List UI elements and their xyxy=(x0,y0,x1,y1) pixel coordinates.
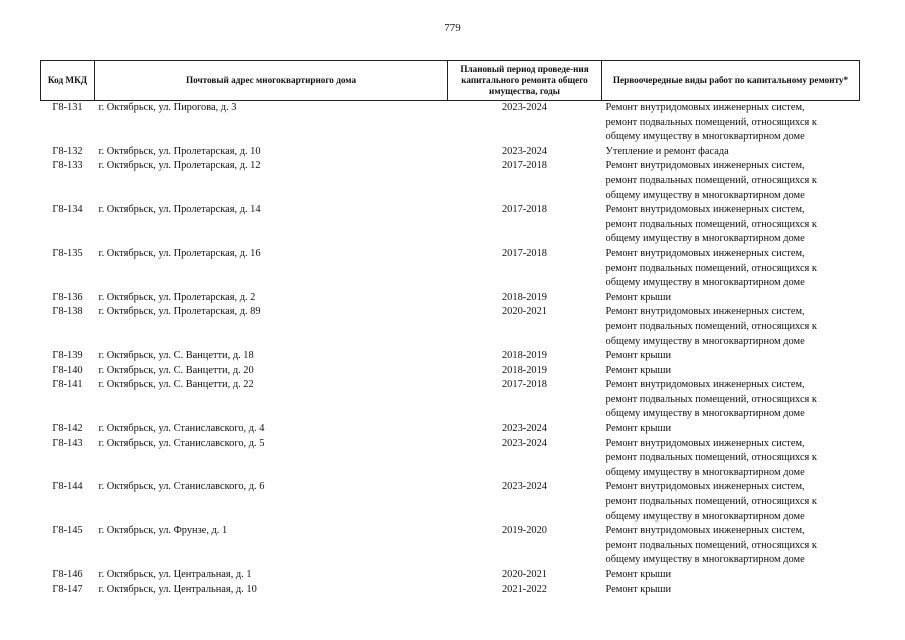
row-code: Г8-132 xyxy=(52,145,83,157)
row-works xyxy=(602,378,860,422)
table-row xyxy=(41,583,860,598)
header-code: Код МКД xyxy=(41,61,95,101)
work-line: ремонт подвальных помещений, относящихся к xyxy=(605,320,817,332)
work-line: Ремонт крыши xyxy=(605,423,672,435)
row-period: 2018-2019 xyxy=(501,350,548,362)
row-address: г. Октябрьск, ул. Пролетарская, д. 89 xyxy=(98,306,261,318)
table-row xyxy=(41,101,860,145)
row-works xyxy=(602,422,860,437)
row-works xyxy=(602,291,860,306)
page-number: 779 xyxy=(444,22,461,34)
work-line: общему имуществу в многоквартирном доме xyxy=(605,189,805,201)
work-line: Ремонт крыши xyxy=(605,291,672,303)
table-header-row xyxy=(41,61,860,101)
row-works xyxy=(602,203,860,247)
work-line: Ремонт крыши xyxy=(605,350,672,362)
row-address: г. Октябрьск, ул. С. Ванцетти, д. 18 xyxy=(98,350,254,362)
work-line: Ремонт внутридомовых инженерных систем, xyxy=(605,160,805,172)
row-works xyxy=(602,480,860,524)
work-line: ремонт подвальных помещений, относящихся к xyxy=(605,262,817,274)
work-line: ремонт подвальных помещений, относящихся к xyxy=(605,174,817,186)
row-period: 2017-2018 xyxy=(501,204,548,216)
header-address: Почтовый адрес многоквартирного дома xyxy=(95,61,448,101)
work-line: общему имуществу в многоквартирном доме xyxy=(605,233,805,245)
row-code: Г8-144 xyxy=(52,481,83,493)
row-works xyxy=(602,247,860,291)
row-works xyxy=(602,349,860,364)
row-code: Г8-138 xyxy=(52,306,83,318)
row-works xyxy=(602,101,860,145)
header-works: Первоочередные виды работ по капитальному ремонту* xyxy=(602,61,860,101)
work-line: общему имуществу в многоквартирном доме xyxy=(605,554,805,566)
row-address: г. Октябрьск, ул. Пролетарская, д. 16 xyxy=(98,247,261,259)
row-address: г. Октябрьск, ул. Пирогова, д. 3 xyxy=(98,102,237,113)
row-address: г. Октябрьск, ул. Станиславского, д. 6 xyxy=(98,481,265,493)
row-address: г. Октябрьск, ул. Пролетарская, д. 2 xyxy=(98,291,256,303)
table-row xyxy=(41,349,860,364)
work-line: Утепление и ремонт фасада xyxy=(605,145,729,157)
row-code: Г8-139 xyxy=(52,350,83,362)
row-period: 2019-2020 xyxy=(501,525,548,537)
table-row xyxy=(41,480,860,524)
row-period: 2023-2024 xyxy=(501,481,548,493)
row-code: Г8-142 xyxy=(52,423,83,435)
work-line: Ремонт внутридомовых инженерных систем, xyxy=(605,306,805,318)
work-line: Ремонт внутридомовых инженерных систем, xyxy=(605,481,805,493)
row-code: Г8-133 xyxy=(52,160,83,172)
work-line: Ремонт внутридомовых инженерных систем, xyxy=(605,247,805,259)
row-code: Г8-145 xyxy=(52,525,83,537)
row-period: 2018-2019 xyxy=(501,291,548,303)
row-address: г. Октябрьск, ул. Станиславского, д. 4 xyxy=(98,423,265,435)
work-line: общему имуществу в многоквартирном доме xyxy=(605,510,805,522)
row-works xyxy=(602,524,860,568)
row-works xyxy=(602,437,860,481)
row-code: Г8-141 xyxy=(52,379,83,391)
table-row xyxy=(41,247,860,291)
table-row xyxy=(41,364,860,379)
row-address: г. Октябрьск, ул. Пролетарская, д. 10 xyxy=(98,145,261,157)
table-row xyxy=(41,422,860,437)
row-period: 2023-2024 xyxy=(501,102,548,113)
table-row xyxy=(41,145,860,160)
row-address: г. Октябрьск, ул. Фрунзе, д. 1 xyxy=(98,525,228,537)
row-period: 2017-2018 xyxy=(501,379,548,391)
row-code: Г8-147 xyxy=(52,583,83,595)
work-line: общему имуществу в многоквартирном доме xyxy=(605,466,805,478)
row-period: 2023-2024 xyxy=(501,423,548,435)
table-body xyxy=(41,101,860,598)
work-line: Ремонт внутридомовых инженерных систем, xyxy=(605,525,805,537)
work-line: ремонт подвальных помещений, относящихся к xyxy=(605,452,817,464)
table-row xyxy=(41,524,860,568)
row-works xyxy=(602,364,860,379)
work-line: Ремонт внутридомовых инженерных систем, xyxy=(605,379,805,391)
row-code: Г8-146 xyxy=(52,569,83,580)
row-works xyxy=(602,568,860,583)
row-address: г. Октябрьск, ул. Пролетарская, д. 12 xyxy=(98,160,261,172)
table-row xyxy=(41,203,860,247)
row-period: 2020-2021 xyxy=(501,306,548,318)
table-row xyxy=(41,305,860,349)
row-code: Г8-131 xyxy=(52,102,83,113)
row-period: 2023-2024 xyxy=(501,145,548,157)
row-period: 2017-2018 xyxy=(501,247,548,259)
row-code: Г8-143 xyxy=(52,437,83,449)
work-line: общему имуществу в многоквартирном доме xyxy=(605,408,805,420)
work-line: общему имуществу в многоквартирном доме xyxy=(605,131,805,143)
work-line: Ремонт внутридомовых инженерных систем, xyxy=(605,437,805,449)
row-period: 2021-2022 xyxy=(501,583,548,595)
row-code: Г8-134 xyxy=(52,204,83,216)
row-address: г. Октябрьск, ул. Центральная, д. 10 xyxy=(98,583,257,595)
table-row xyxy=(41,568,860,583)
row-period: 2018-2019 xyxy=(501,364,548,376)
work-line: Ремонт крыши xyxy=(605,364,672,376)
row-works xyxy=(602,145,860,160)
table-row xyxy=(41,291,860,306)
work-line: ремонт подвальных помещений, относящихся к xyxy=(605,496,817,508)
work-line: ремонт подвальных помещений, относящихся к xyxy=(605,218,817,230)
work-line: общему имуществу в многоквартирном доме xyxy=(605,277,805,289)
work-line: ремонт подвальных помещений, относящихся к xyxy=(605,393,817,405)
row-address: г. Октябрьск, ул. С. Ванцетти, д. 22 xyxy=(98,379,254,391)
row-works xyxy=(602,583,860,598)
table-row xyxy=(41,378,860,422)
row-works xyxy=(602,159,860,203)
row-period: 2020-2021 xyxy=(501,569,548,580)
row-code: Г8-135 xyxy=(52,247,83,259)
row-code: Г8-140 xyxy=(52,364,83,376)
row-works xyxy=(602,305,860,349)
row-address: г. Октябрьск, ул. Пролетарская, д. 14 xyxy=(98,204,261,216)
work-line: Ремонт крыши xyxy=(605,583,672,595)
row-period: 2023-2024 xyxy=(501,437,548,449)
row-address: г. Октябрьск, ул. Центральная, д. 1 xyxy=(98,569,252,580)
work-line: ремонт подвальных помещений, относящихся к xyxy=(605,539,817,551)
row-period: 2017-2018 xyxy=(501,160,548,172)
header-period: Плановый период проведе-ния капитального ремонта общего имущества, годы xyxy=(448,61,602,101)
row-address: г. Октябрьск, ул. Станиславского, д. 5 xyxy=(98,437,265,449)
table-row xyxy=(41,437,860,481)
row-address: г. Октябрьск, ул. С. Ванцетти, д. 20 xyxy=(98,364,254,376)
row-code: Г8-136 xyxy=(52,291,83,303)
work-line: Ремонт внутридомовых инженерных систем, xyxy=(605,204,805,216)
table-row xyxy=(41,159,860,203)
work-line: ремонт подвальных помещений, относящихся к xyxy=(605,116,817,128)
work-line: Ремонт крыши xyxy=(605,569,672,580)
work-line: Ремонт внутридомовых инженерных систем, xyxy=(605,102,805,113)
capital-repair-table xyxy=(40,60,860,597)
work-line: общему имуществу в многоквартирном доме xyxy=(605,335,805,347)
